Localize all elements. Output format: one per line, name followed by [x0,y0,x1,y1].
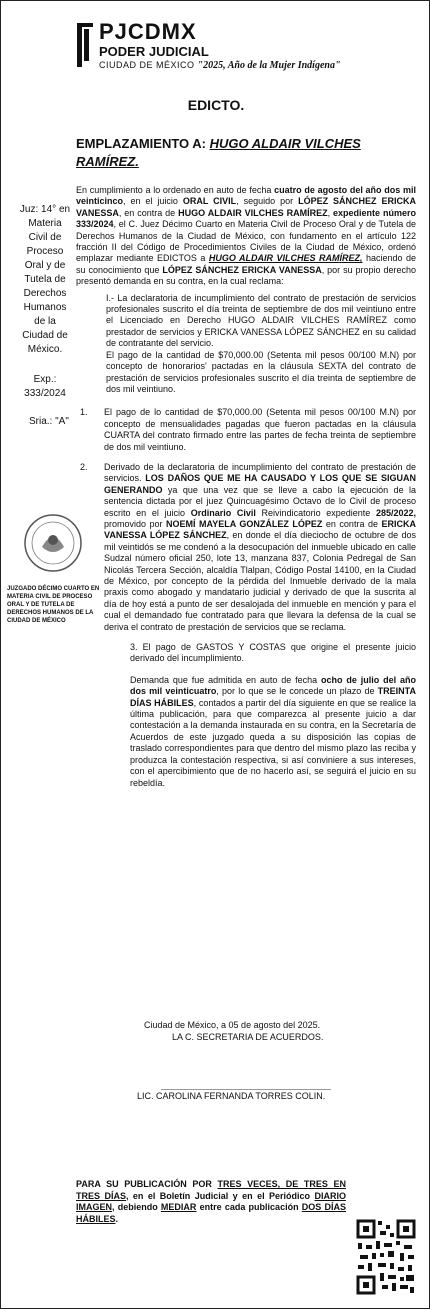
publication-emphasis: MEDIAR [160,1202,197,1212]
secretariat: Sria.: "A" [29,416,69,427]
intro-text: , [327,207,334,218]
summons-person: HUGO ALDAIR VILCHES RAMÍREZ. [76,136,361,169]
closing-paragraph [130,675,416,789]
item-text: ya que una vez que se lleve a cabo la ejecución de la sentencia dictada por el juez Quincuagésimo Octavo de lo Civil de proceso escrito en el juicio [104,484,416,518]
item-text: Reivindicatorio expediente [255,507,376,518]
signature-block [144,1019,323,1043]
item-text: Derivado de la declaratoria de incumplimiento del contrato de prestación de servicios. [104,461,416,484]
item-text: en contra de [322,518,382,529]
publication-note [76,1179,346,1225]
item-emphasis: Ordinario Civil [190,507,256,518]
court-seal-icon [23,513,83,581]
defendant-name-underlined: HUGO ALDAIR VILCHES RAMÍREZ, [208,253,363,264]
closing-emphasis: ocho de julio del año dos mil veinticuatro [130,674,416,697]
closing-emphasis: TREINTA DÍAS HÁBILES [130,686,416,708]
intro-text: , en contra de [118,207,179,218]
intro-date: cuatro de agosto del año dos mil veinticinco [76,185,416,207]
page-title: EDICTO. [187,97,245,113]
qr-code-icon [356,1219,416,1295]
court-description: Juz: 14° en Materia Civil de Proceso Oral y de Tutela de Derechos Humanos de la Ciudad de México. [19,204,71,355]
pjcdmx-logo-icon [77,23,93,67]
intro-text: En cumplimiento a lo ordenado en auto de fecha [76,185,275,195]
trial-type: ORAL CIVIL [182,196,237,207]
publication-text: . [115,1213,119,1224]
brand-name: PJCDMX [99,19,197,44]
list-text [104,462,416,633]
file-number: 333/2024 [24,388,66,399]
place-date: Ciudad de México, a 05 de agosto del 2025. [144,1020,321,1030]
signer-role: LA C. SECRETARIA DE ACUERDOS. [172,1032,324,1042]
claim-i-payment: El pago de la cantidad de $70,000.00 (Setenta mil pesos 00/100 M.N) por concepto de honorarios' pactadas en la cláusula SEXTA del contrato de prestación de servicios profesionales suscrito el día treinta de septiembre de dos mil veintiuno. [106,349,416,394]
city-name: CIUDAD DE MÉXICO [99,60,195,70]
signer-name: LIC. CAROLINA FERNANDA TORRES COLIN. [137,1091,326,1101]
item-emphasis: ERICKA VANESSA LÓPEZ SÁNCHEZ [104,518,416,541]
list-number: 2. [80,461,88,472]
seal-caption: JUZGADO DÉCIMO CUARTO EN MATERIA CIVIL DE PROCESO ORAL Y DE TUTELA DE DERECHOS HUMANOS DE LA CIUDAD DE MÉXICO [7,586,100,624]
year-motto: "2025, Año de la Mujer Indígena" [197,60,341,71]
publication-emphasis: DOS DÍAS HÁBILES [76,1202,346,1224]
item-text: , en donde el día dieciocho de octubre de dos mil veintidós se me condenó a la desocupación del inmueble ubicado en calle Sudzal número oficial 250, lote 13, manzana 837, Colonia Pedregal de San Nicolás Tercera Sección, alcaldía Tlalpan, Código Postal 14100, en la Ciudad de México, por concepto de la pérdida del Inmueble derivado de la mala praxis como abogado y mandatario judicial y derivado de que la suscrita al día de hoy está a punto de ser desalojada del inmueble en mención y para el cual el demandado fue contratado para que llevara la defensa de la cual se deriva el contrato de prestación de servicios que se reclama. [104,530,416,632]
item-text: promovido por [104,518,167,529]
list-item [76,462,416,633]
claims-list [76,407,416,633]
case-sidebar [19,203,71,429]
intro-text: , el C. Juez Décimo Cuarto en Materia Civil de Proceso Oral y de Tutela de Derechos Humanos de la Ciudad de México, con fundamento en el artículo 122 fracción II del Código de Procedimientos Civiles de la Ciudad de México, ordenó emplazar mediante EDICTOS a [76,219,416,264]
closing-text: Demanda que fue admitida en auto de fecha [130,674,322,685]
item-emphasis: NOEMÍ MAYELA GONZÁLEZ LÓPEZ [166,518,323,529]
intro-text: haciendo de su conocimiento que [76,253,417,275]
costs-item: 3. El pago de GASTOS Y COSTAS que origine el presente juicio derivado del incumplimiento. [130,642,416,664]
summons-heading [76,135,396,171]
list-item [76,407,416,453]
publication-emphasis: DIARIO IMAGEN [76,1190,346,1212]
file-reference: expediente número 333/2024 [76,207,416,230]
edict-body [76,185,416,794]
plaintiff-name: LÓPEZ SÁNCHEZ ERICKA VANESSA [76,196,416,218]
summons-label: EMPLAZAMIENTO A: [76,136,206,151]
item-emphasis: 285/2022, [375,507,416,518]
city-line [99,60,341,71]
publication-text: , debiendo [112,1202,161,1212]
signature-line [161,1089,331,1090]
list-text: El pago de lo cantidad de $70,000.00 (Setenta mil pesos 00/100 M.N) por concepto de mensualidades pagadas que fueron pactadas en la cláusula CUARTA del contrato firmado entre las partes de fecha treinta de septiembre de dos mil veintiuno. [104,407,416,452]
defendant-name: HUGO ALDAIR VILCHES RAMÍREZ [178,207,328,218]
file-label: Exp.: [33,374,57,385]
closing-text: , contados a partir del día siguiente en que se realice la última publicación, para que comparezca al presente juicio a dar contestación a la demanda instaurada en su contra, en la Secretaría de Acuerdos de este juzgado queda a su disposición las copias de traslado correspondientes para que dentro del mismo plazo las reciba y produzca la contestación respectiva, si así conviniere a sus intereses, con el apercibimiento que de no hacerlo así, se seguirá el juicio en su rebeldía. [130,697,417,788]
claim-i: I.- La declaratoria de incumplimiento del contrato de prestación de servicios profesionales suscrito el día treinta de septiembre de dos mil veintiuno entre el Licenciado en Derecho HUGO ALDAIR VILCHES RAMÍREZ como prestador de servicios y ERICKA VANESSA LÓPEZ SÁNCHEZ en su calidad de contratante del servicio. [106,292,416,349]
header [77,17,417,87]
item-emphasis: LOS DAÑOS QUE ME HA CAUSADO Y LOS QUE SE SIGUAN GENERANDO [104,473,416,495]
list-number: 1. [80,407,88,418]
publication-text: en el Boletín Judicial y en el Periódico [128,1190,315,1201]
court-name: PODER JUDICIAL [99,44,209,59]
publication-text: PARA SU PUBLICACIÓN POR [76,1179,218,1189]
intro-text: , por su propio derecho presentó demanda en su contra, en la cual reclama: [76,264,417,287]
publication-emphasis: TRES VECES, DE TRES EN TRES DÍAS, [76,1179,346,1201]
publication-text: entre cada publicación [196,1202,302,1212]
intro-text: , en el juicio [123,196,183,207]
closing-text: , por lo que se le concede un plazo de [216,686,378,697]
intro-paragraph [76,185,416,288]
intro-text: , seguido por [236,196,299,207]
plaintiff-name: LÓPEZ SÁNCHEZ ERICKA VANESSA [162,264,322,275]
